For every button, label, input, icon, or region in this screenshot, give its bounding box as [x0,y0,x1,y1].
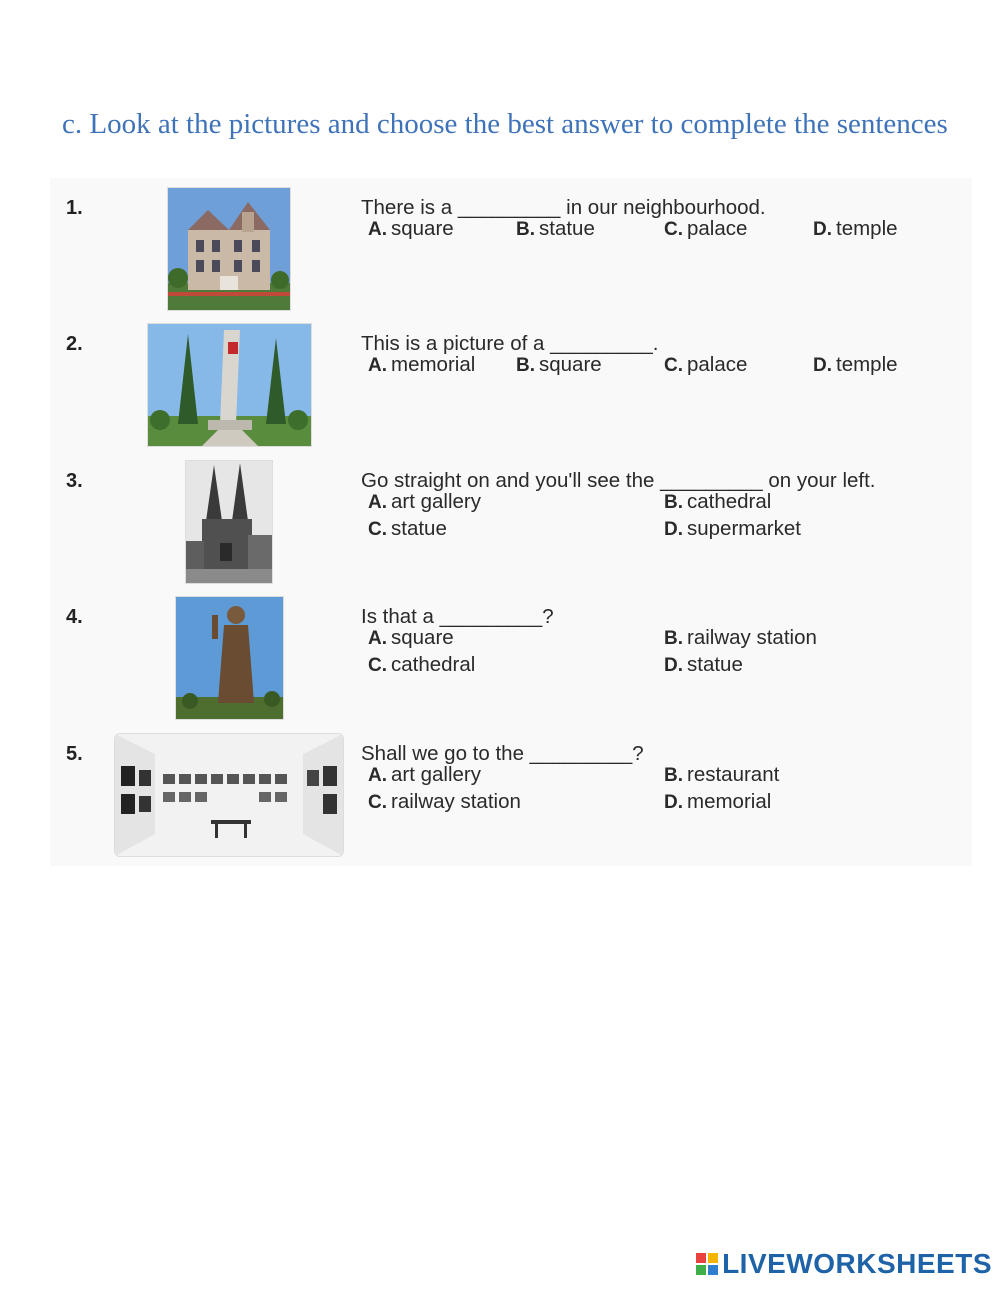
option-letter: D. [813,355,832,376]
question-2 [0,323,1000,459]
option-b[interactable] [516,353,602,377]
palace-picture [167,187,291,311]
option-text: art gallery [391,490,482,513]
option-text: supermarket [687,517,801,540]
option-letter: D. [813,219,832,240]
question-sentence: There is a _________ in our neighbourhood. [361,196,766,219]
question-number: 5. [66,743,83,765]
question-sentence: Shall we go to the _________? [361,742,644,765]
option-c[interactable] [368,790,521,814]
option-c[interactable] [664,353,747,377]
question-sentence: Is that a _________? [361,605,554,628]
option-letter: B. [516,355,535,376]
option-text: square [391,626,454,649]
option-c[interactable] [368,517,447,541]
question-number: 4. [66,606,83,628]
question-3 [0,460,1000,596]
option-letter: C. [368,519,387,540]
option-text: palace [687,353,748,376]
question-number: 3. [66,470,83,492]
question-5 [0,733,1000,869]
option-text: railway station [687,626,817,649]
memorial-picture [147,323,312,447]
option-letter: A. [368,628,387,649]
option-letter: D. [664,792,683,813]
question-number: 1. [66,197,83,219]
option-letter: A. [368,492,387,513]
option-a[interactable] [368,626,454,650]
option-letter: D. [664,519,683,540]
option-letter: C. [664,355,683,376]
option-text: statue [687,653,743,676]
question-sentence: Go straight on and you'll see the _________ on your left. [361,469,876,492]
option-text: palace [687,217,748,240]
statue-picture [175,596,284,720]
option-text: temple [836,217,898,240]
option-letter: A. [368,765,387,786]
option-d[interactable] [664,790,771,814]
option-text: memorial [391,353,476,376]
option-a[interactable] [368,353,475,377]
option-text: railway station [391,790,521,813]
instructions-heading: c. Look at the pictures and choose the best answer to complete the sentences [62,108,948,140]
option-c[interactable] [664,217,747,241]
option-letter: C. [368,655,387,676]
option-text: restaurant [687,763,780,786]
option-c[interactable] [368,653,475,677]
option-b[interactable] [516,217,595,241]
option-text: temple [836,353,898,376]
logo-grid-icon [696,1253,718,1275]
option-letter: C. [368,792,387,813]
option-text: statue [391,517,447,540]
option-b[interactable] [664,626,817,650]
option-b[interactable] [664,763,779,787]
art-gallery-picture [114,733,344,857]
option-text: square [391,217,454,240]
option-text: cathedral [687,490,772,513]
question-4 [0,596,1000,732]
option-a[interactable] [368,217,454,241]
option-d[interactable] [813,353,898,377]
cathedral-picture [185,460,273,584]
option-letter: B. [664,492,683,513]
option-text: memorial [687,790,772,813]
option-letter: B. [664,628,683,649]
option-d[interactable] [664,653,743,677]
brand-name: LIVEWORKSHEETS [722,1248,992,1279]
option-letter: D. [664,655,683,676]
option-letter: A. [368,219,387,240]
option-text: square [539,353,602,376]
option-letter: B. [516,219,535,240]
option-letter: A. [368,355,387,376]
question-sentence: This is a picture of a _________. [361,332,659,355]
question-number: 2. [66,333,83,355]
option-letter: C. [664,219,683,240]
option-text: statue [539,217,595,240]
option-text: art gallery [391,763,482,786]
option-letter: B. [664,765,683,786]
option-d[interactable] [664,517,801,541]
option-b[interactable] [664,490,771,514]
option-a[interactable] [368,763,481,787]
option-d[interactable] [813,217,898,241]
question-1 [0,187,1000,323]
option-text: cathedral [391,653,476,676]
liveworksheets-logo [696,1247,992,1281]
option-a[interactable] [368,490,481,514]
